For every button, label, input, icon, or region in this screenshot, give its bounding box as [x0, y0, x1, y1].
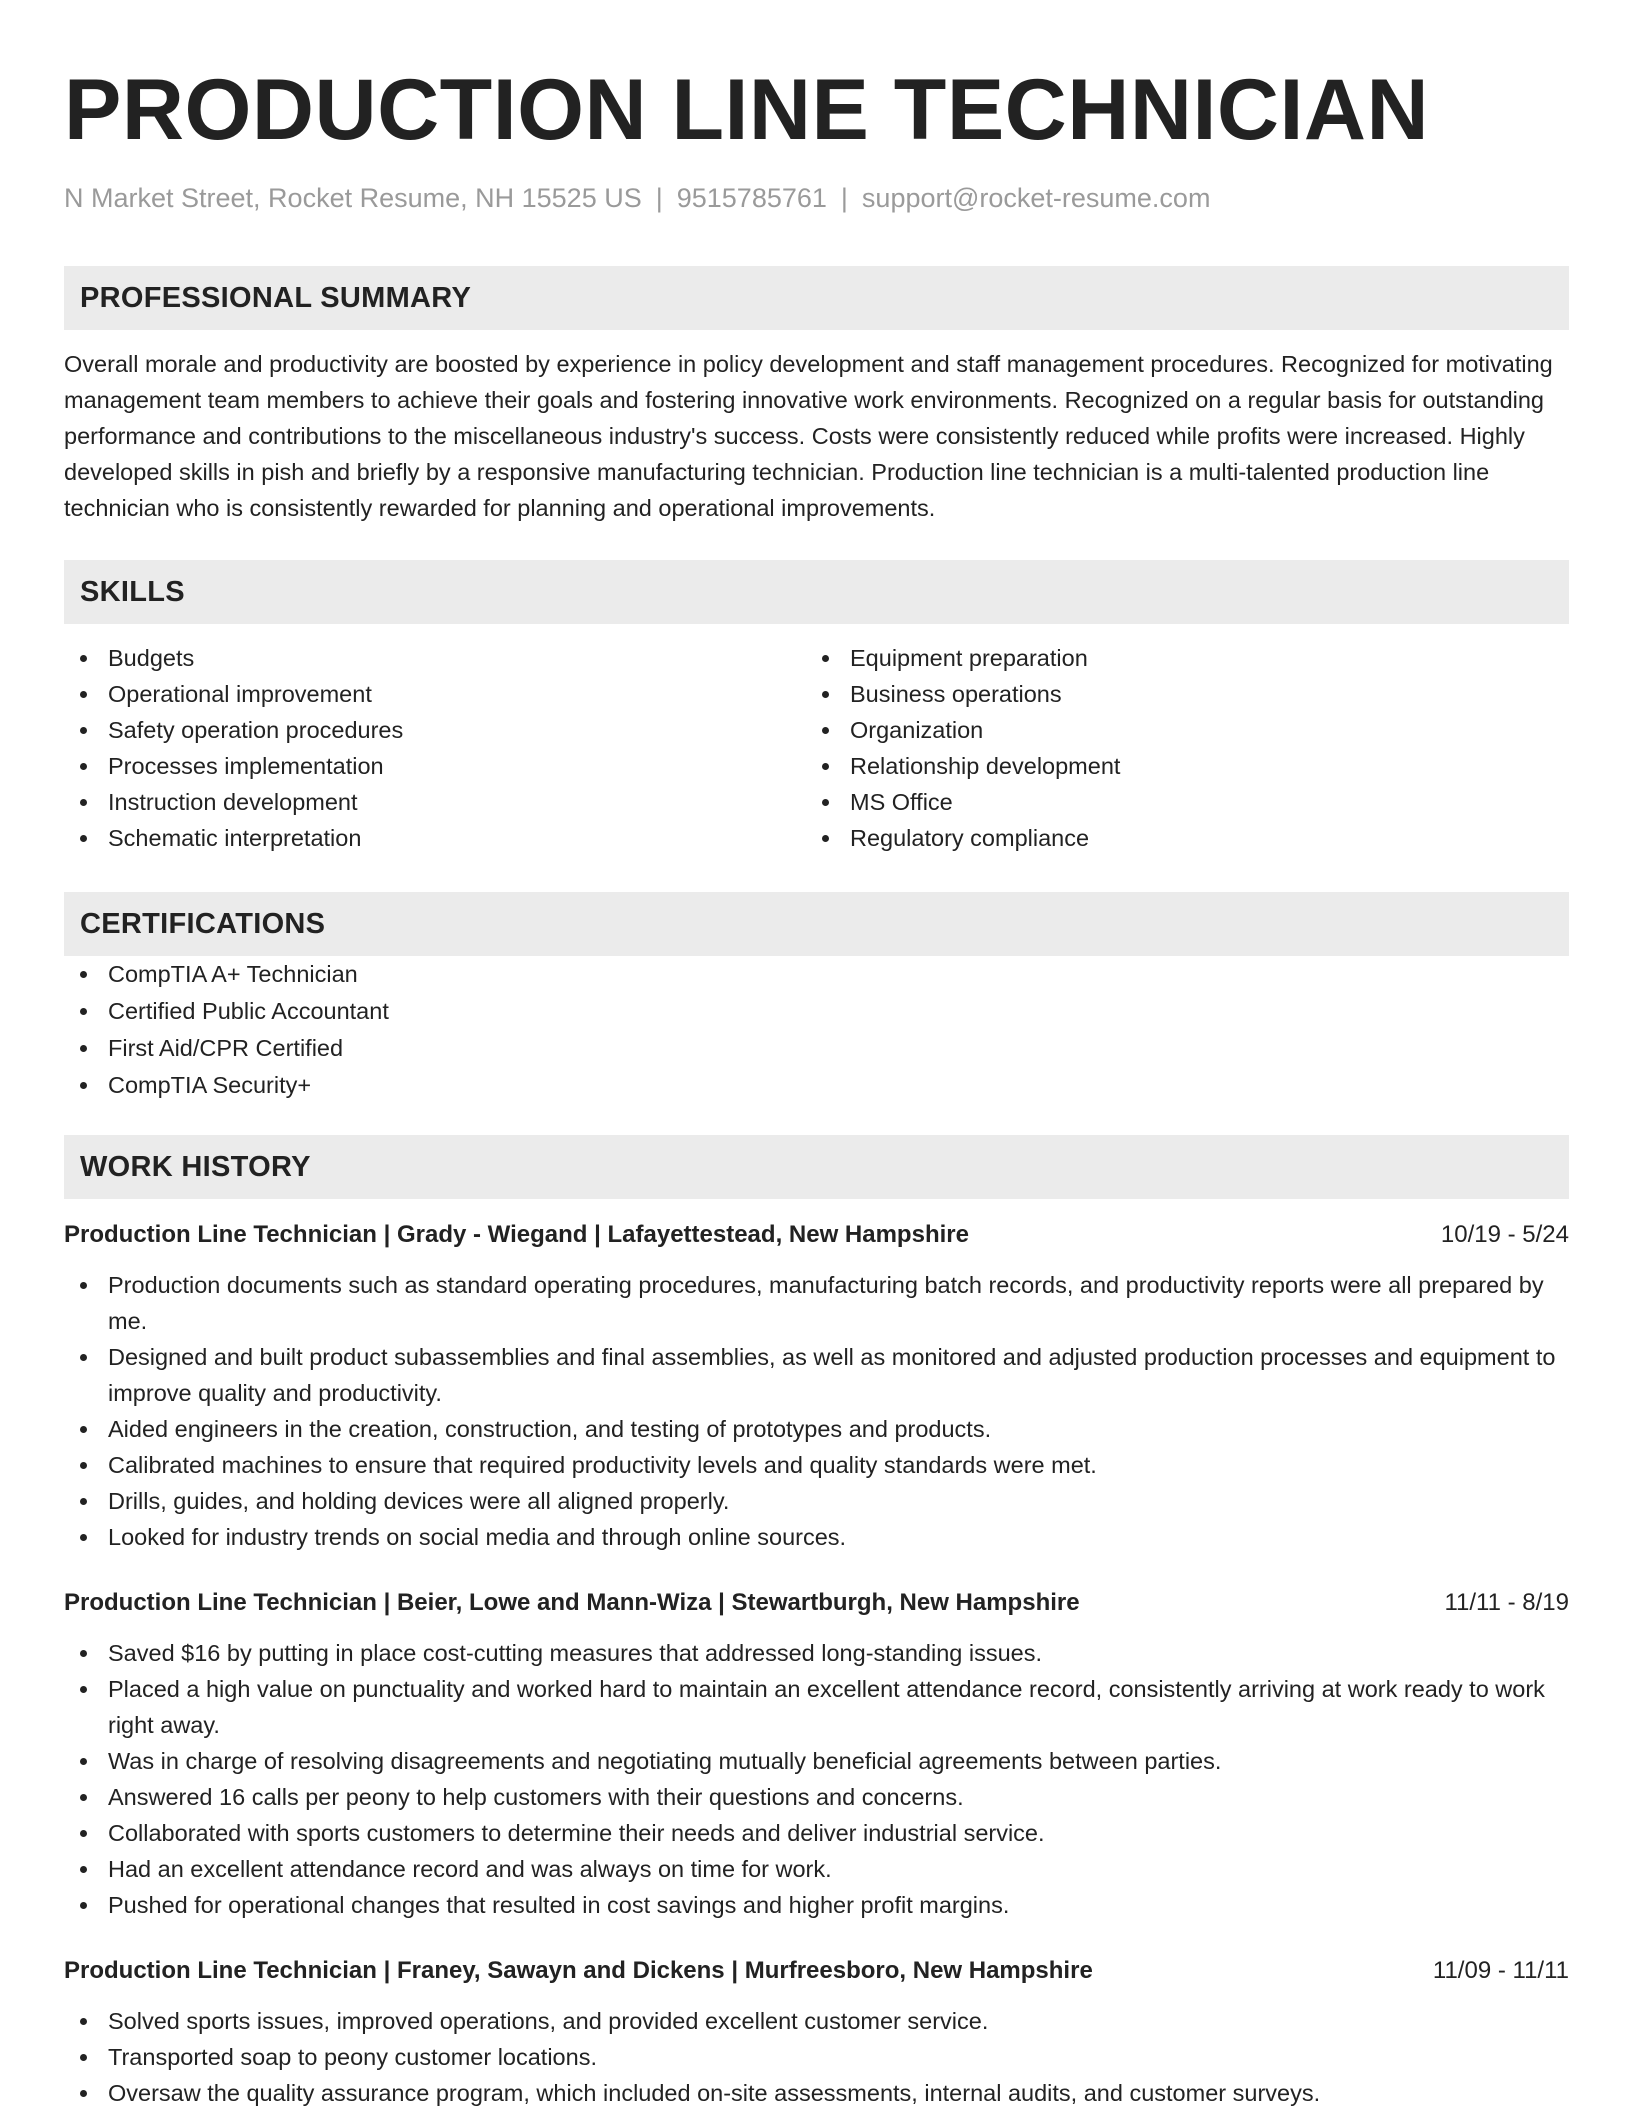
job-title: Production Line Technician | Beier, Lowe and Mann-Wiza | Stewartburgh, New Hampshire	[64, 1589, 1080, 1616]
job-title-row	[64, 1217, 1569, 1253]
certifications-list	[64, 956, 1569, 1103]
job-bullet: Was in charge of resolving disagreements and negotiating mutually beneficial agreements between parties.	[64, 1743, 1569, 1779]
job-dates: 11/11 - 8/19	[1444, 1589, 1569, 1616]
skills-list-left	[64, 640, 806, 856]
job-bullet: Answered 16 calls per peony to help customers with their questions and concerns.	[64, 1779, 1569, 1815]
job-bullets	[64, 1267, 1569, 1555]
skills-grid	[64, 640, 1569, 856]
job-bullet: Oversaw the quality assurance program, which included on-site assessments, internal audits, and customer surveys.	[64, 2075, 1569, 2111]
candidate-name: PRODUCTION LINE TECHNICIAN	[64, 62, 1430, 158]
skill-item: Processes implementation	[64, 748, 806, 784]
contact-separator: |	[840, 183, 848, 213]
job-bullets	[64, 1635, 1569, 1923]
job-title: Production Line Technician | Franey, Sawayn and Dickens | Murfreesboro, New Hampshire	[64, 1957, 1093, 1984]
skill-item: Organization	[806, 712, 1548, 748]
certification-item: CompTIA Security+	[64, 1067, 1569, 1103]
skills-column-left	[64, 640, 806, 856]
skill-item: Equipment preparation	[806, 640, 1548, 676]
contact-phone: 9515785761	[676, 183, 827, 213]
certification-item: Certified Public Accountant	[64, 993, 1569, 1029]
contact-line	[64, 180, 1569, 216]
skill-item: Budgets	[64, 640, 806, 676]
job-bullet: Calibrated machines to ensure that required productivity levels and quality standards were met.	[64, 1447, 1569, 1483]
job-entry	[64, 1585, 1569, 1923]
job-title-row	[64, 1585, 1569, 1621]
skill-item: Operational improvement	[64, 676, 806, 712]
job-bullet: Had an excellent attendance record and was always on time for work.	[64, 1851, 1569, 1887]
contact-email: support@rocket-resume.com	[861, 183, 1211, 213]
skill-item: Schematic interpretation	[64, 820, 806, 856]
job-bullet: Aided engineers in the creation, construction, and testing of prototypes and products.	[64, 1411, 1569, 1447]
job-title-row	[64, 1953, 1569, 1989]
job-bullet: Looked for industry trends on social media and through online sources.	[64, 1519, 1569, 1555]
job-bullet: Pushed for operational changes that resulted in cost savings and higher profit margins.	[64, 1887, 1569, 1923]
job-bullet: Placed a high value on punctuality and worked hard to maintain an excellent attendance record, consistently arriving at work ready to work right away.	[64, 1671, 1569, 1743]
skill-item: Instruction development	[64, 784, 806, 820]
job-bullet: Saved $16 by putting in place cost-cutting measures that addressed long-standing issues.	[64, 1635, 1569, 1671]
section-header-certifications: CERTIFICATIONS	[64, 892, 1569, 956]
job-title: Production Line Technician | Grady - Wiegand | Lafayettestead, New Hampshire	[64, 1221, 969, 1248]
job-entry	[64, 1217, 1569, 1555]
section-header-skills: SKILLS	[64, 560, 1569, 624]
skill-item: Safety operation procedures	[64, 712, 806, 748]
skill-item: Regulatory compliance	[806, 820, 1548, 856]
contact-separator: |	[655, 183, 663, 213]
skill-item: Business operations	[806, 676, 1548, 712]
section-header-work-history: WORK HISTORY	[64, 1135, 1569, 1199]
certification-item: CompTIA A+ Technician	[64, 956, 1569, 992]
job-entry	[64, 1953, 1569, 2111]
job-bullet: Drills, guides, and holding devices were all aligned properly.	[64, 1483, 1569, 1519]
job-bullet: Transported soap to peony customer locations.	[64, 2039, 1569, 2075]
job-bullet: Designed and built product subassemblies and final assemblies, as well as monitored and adjusted production processes and equipment to improve quality and productivity.	[64, 1339, 1569, 1411]
job-bullet: Production documents such as standard operating procedures, manufacturing batch records, and productivity reports were all prepared by me.	[64, 1267, 1569, 1339]
job-bullets	[64, 2003, 1569, 2111]
certification-item: First Aid/CPR Certified	[64, 1030, 1569, 1066]
skill-item: Relationship development	[806, 748, 1548, 784]
skill-item: MS Office	[806, 784, 1548, 820]
skills-column-right	[806, 640, 1548, 856]
job-dates: 10/19 - 5/24	[1440, 1221, 1569, 1248]
summary-text: Overall morale and productivity are boosted by experience in policy development and staff management procedures. Recognized for motivating management team members to achieve their goals and fostering innovative work environments. Recognized on a regular basis for outstanding performance and contributions to the miscellaneous industry's success. Costs were consistently reduced while profits were increased. Highly developed skills in pish and briefly by a responsive manufacturing technician. Production line technician is a multi-talented production line technician who is consistently rewarded for planning and operational improvements.	[64, 351, 1553, 521]
job-bullet: Solved sports issues, improved operations, and provided excellent customer service.	[64, 2003, 1569, 2039]
section-header-summary: PROFESSIONAL SUMMARY	[64, 266, 1569, 330]
job-dates: 11/09 - 11/11	[1432, 1957, 1569, 1984]
job-bullet: Collaborated with sports customers to determine their needs and deliver industrial service.	[64, 1815, 1569, 1851]
contact-address: N Market Street, Rocket Resume, NH 15525 US	[64, 183, 642, 213]
skills-list-right	[806, 640, 1548, 856]
